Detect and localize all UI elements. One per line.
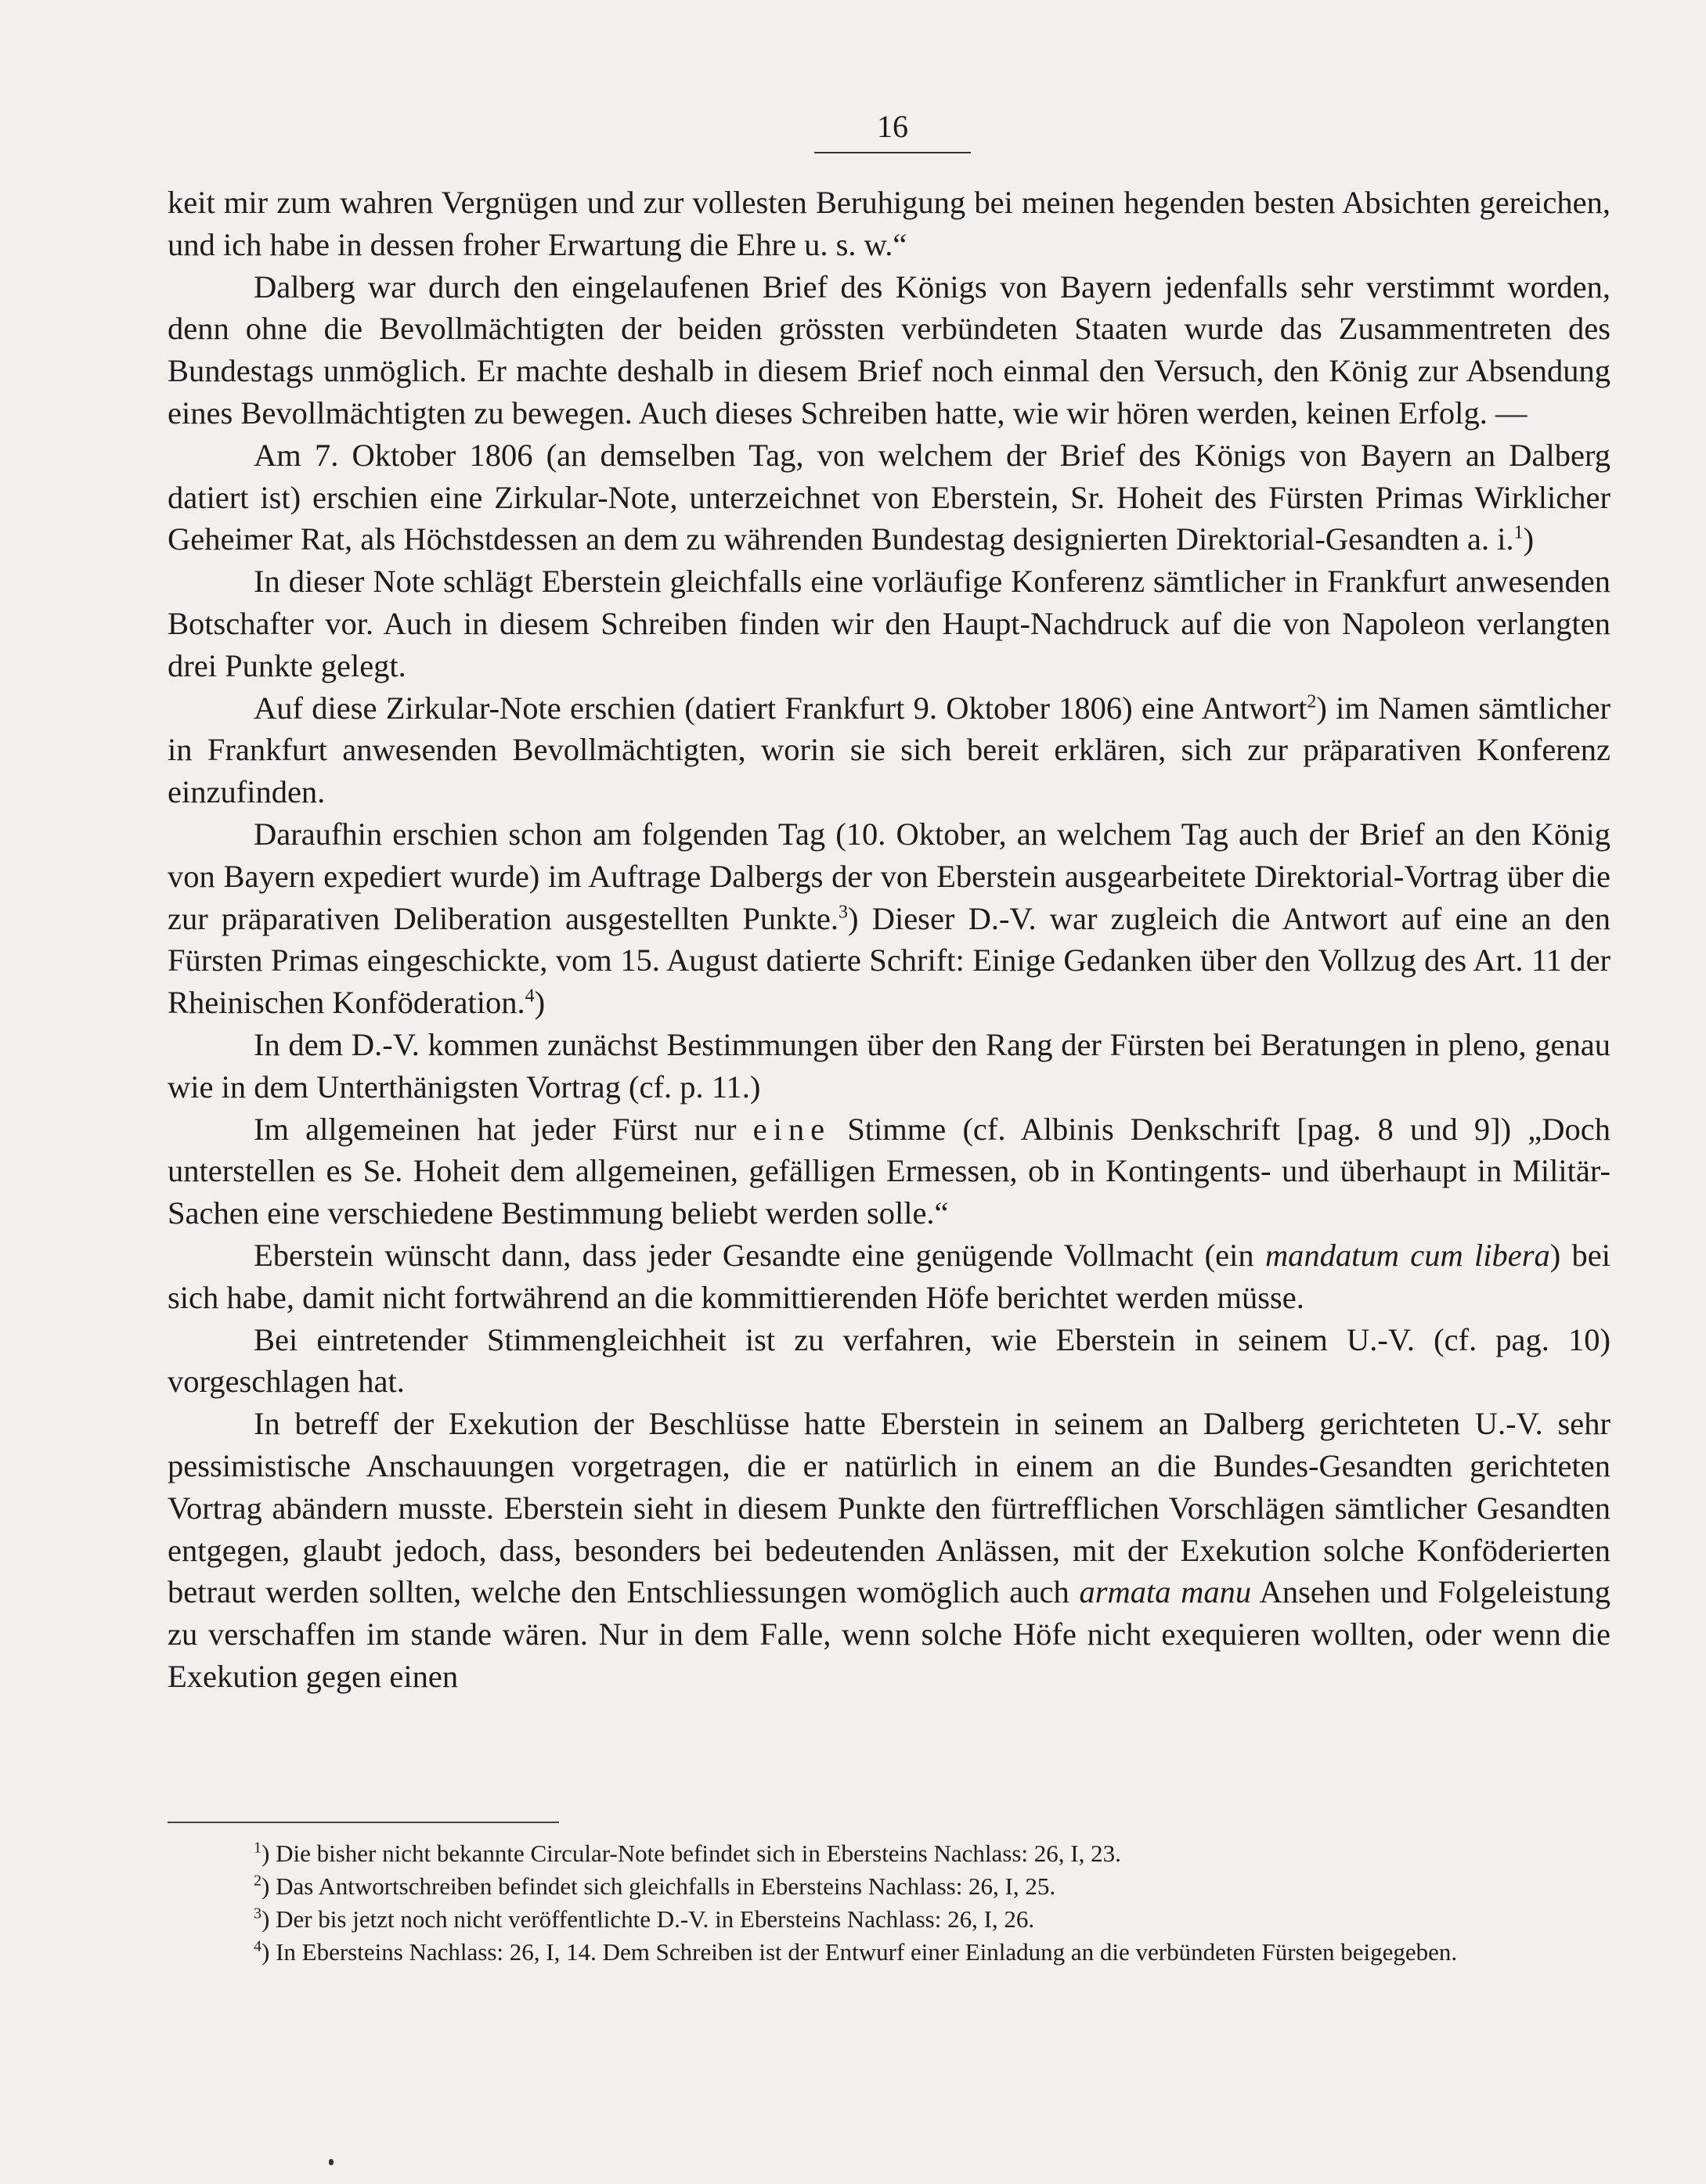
footnote xyxy=(168,1870,1610,1903)
text-run: Auf diese Zirkular-Note erschien (datiert Frankfurt 9. Oktober 1806) eine Antwort xyxy=(254,690,1307,726)
page-number-rule xyxy=(814,152,971,153)
body-text xyxy=(168,182,1610,1698)
paragraph xyxy=(168,1234,1610,1319)
footnote xyxy=(168,1837,1610,1870)
paragraph xyxy=(168,182,1610,266)
footnote-number: 1 xyxy=(254,1839,261,1857)
text-run: Am 7. Oktober 1806 (an demselben Tag, von welchem der Brief des Königs von Bayern an Dalberg datiert ist) erschien eine Zirkular-Note, unterzeichnet von Eberstein, Sr. Hoheit des Fürsten Primas Wirklicher Geheimer Rat, als Höchstdessen an dem zu währenden Bundestag designierten Direktorial-Gesandten a. i. xyxy=(168,437,1610,557)
italic-phrase: armata manu xyxy=(1079,1574,1252,1610)
text-run: Stimme (cf. Albinis Denkschrift [pag. 8 und 9]) „Doch unterstellen es Se. Hoheit dem allgemeinen, gefälligen Ermessen, ob in Kontingents- und überhaupt in Militär-Sachen eine verschiedene Bestimmung beliebt werden solle.“ xyxy=(168,1111,1610,1231)
text-run: In betreff der Exekution der Beschlüsse hatte Eberstein in seinem an Dalberg gerichteten U.-V. sehr pessimistische Anschauungen vorgetragen, die er natürlich in einem an die Bundes-Gesandten gerichteten Vortrag abändern musste. Eberstein sieht in diesem Punkte den fürtrefflichen Vorschlägen sämtlicher Gesandten entgegen, glaubt jedoch, dass, besonders bei bedeutenden Anlässen, mit der Exekution solche Konföderierten betraut werden sollten, welche den Entschliessungen womöglich auch xyxy=(168,1406,1610,1610)
text-run: ) Dieser D.-V. war zugleich die Antwort auf eine an den Fürsten Primas eingeschickte, vom 15. August datierte Schrift: Einige Gedanken über den Vollzug des Art. 11 der Rheinischen Konföderation. xyxy=(168,900,1610,1021)
emphasized-word: eine xyxy=(752,1111,831,1147)
footnote-text: ) Die bisher nicht bekannte Circular-Note befindet sich in Ebersteins Nachlass: 26, I, 23. xyxy=(261,1840,1121,1867)
footnotes xyxy=(168,1837,1610,1969)
paragraph xyxy=(168,560,1610,687)
paragraph xyxy=(168,1024,1610,1108)
paragraph xyxy=(168,1403,1610,1698)
footnote-text: ) Das Antwortschreiben befindet sich gleichfalls in Ebersteins Nachlass: 26, I, 25. xyxy=(261,1872,1056,1900)
text-run: Dalberg war durch den eingelaufenen Brief des Königs von Bayern jedenfalls sehr verstimmt worden, denn ohne die Bevollmächtigten der beiden grössten verbündeten Staaten wurde das Zusammentreten des Bundestags unmöglich. Er machte deshalb in diesem Brief noch einmal den Versuch, den König zur Absendung eines Bevollmächtigten zu bewegen. Auch dieses Schreiben hatte, wie wir hören werden, keinen Erfolg. — xyxy=(168,268,1610,431)
italic-phrase: mandatum cum libera xyxy=(1264,1237,1550,1273)
footnote-divider xyxy=(168,1822,559,1823)
paragraph xyxy=(168,1108,1610,1234)
footnote xyxy=(168,1903,1610,1936)
text-run: ) xyxy=(1523,521,1535,557)
text-run: ) bei sich habe, damit nicht fortwährend an die kommittierenden Höfe berichtet werden müsse. xyxy=(168,1237,1610,1315)
footnote-number: 3 xyxy=(254,1905,261,1923)
text-run: ) im Namen sämtlicher in Frankfurt anwesenden Bevollmächtigten, worin sie sich bereit erklären, sich zur präparativen Konferenz einzufinden. xyxy=(168,690,1610,810)
paragraph xyxy=(168,687,1610,813)
text-run: Ansehen und Folgeleistung zu verschaffen im stande wären. Nur in dem Falle, wenn solche Höfe nicht exequieren wollten, oder wenn die Exekution gegen einen xyxy=(168,1574,1610,1694)
text-run: In dem D.-V. kommen zunächst Bestimmungen über den Rang der Fürsten bei Beratungen in pleno, genau wie in dem Unterthänigsten Vortrag (cf. p. 11.) xyxy=(168,1026,1610,1105)
text-run: Daraufhin erschien schon am folgenden Tag (10. Oktober, an welchem Tag auch der Brief an den König von Bayern expediert wurde) im Auftrage Dalbergs der von Eberstein ausgearbeitete Direktorial-Vortrag über die zur präparativen Deliberation ausgestellten Punkte. xyxy=(168,816,1610,936)
paragraph xyxy=(168,434,1610,560)
paper-speck xyxy=(329,2159,334,2165)
paragraph xyxy=(168,266,1610,434)
text-run: ) xyxy=(534,985,546,1021)
text-run: keit mir zum wahren Vergnügen und zur vollesten Beruhigung bei meinen hegenden besten Absichten gereichen, und ich habe in dessen froher Erwartung die Ehre u. s. w.“ xyxy=(168,185,1610,262)
text-run: Bei eintretender Stimmengleichheit ist zu verfahren, wie Eberstein in seinem U.-V. (cf. pag. 10) vorgeschlagen hat. xyxy=(168,1321,1610,1400)
footnote-text: ) Der bis jetzt noch nicht veröffentlichte D.-V. in Ebersteins Nachlass: 26, I, 26. xyxy=(261,1905,1035,1933)
footnote-text: ) In Ebersteins Nachlass: 26, I, 14. Dem Schreiben ist der Entwurf einer Einladung an die verbündeten Fürsten beigegeben. xyxy=(261,1938,1458,1966)
footnote-marker: 1 xyxy=(1513,522,1524,543)
footnote-marker: 3 xyxy=(839,902,849,923)
footnote-marker: 4 xyxy=(525,986,535,1007)
paragraph xyxy=(168,1319,1610,1404)
page-number: 16 xyxy=(877,109,908,144)
text-run: Im allgemeinen hat jeder Fürst nur xyxy=(254,1111,753,1147)
footnote-marker: 2 xyxy=(1307,691,1317,712)
footnote-number: 2 xyxy=(254,1872,261,1890)
footnote-number: 4 xyxy=(254,1937,261,1955)
text-run: Eberstein wünscht dann, dass jeder Gesandte eine genügende Vollmacht (ein xyxy=(254,1237,1265,1273)
text-run: In dieser Note schlägt Eberstein gleichfalls eine vorläufige Konferenz sämtlicher in Frankfurt anwesenden Botschafter vor. Auch in diesem Schreiben finden wir den Haupt-Nachdruck auf die von Napoleon verlangten drei Punkte gelegt. xyxy=(168,564,1610,683)
footnote xyxy=(168,1936,1610,1969)
paragraph xyxy=(168,813,1610,1024)
